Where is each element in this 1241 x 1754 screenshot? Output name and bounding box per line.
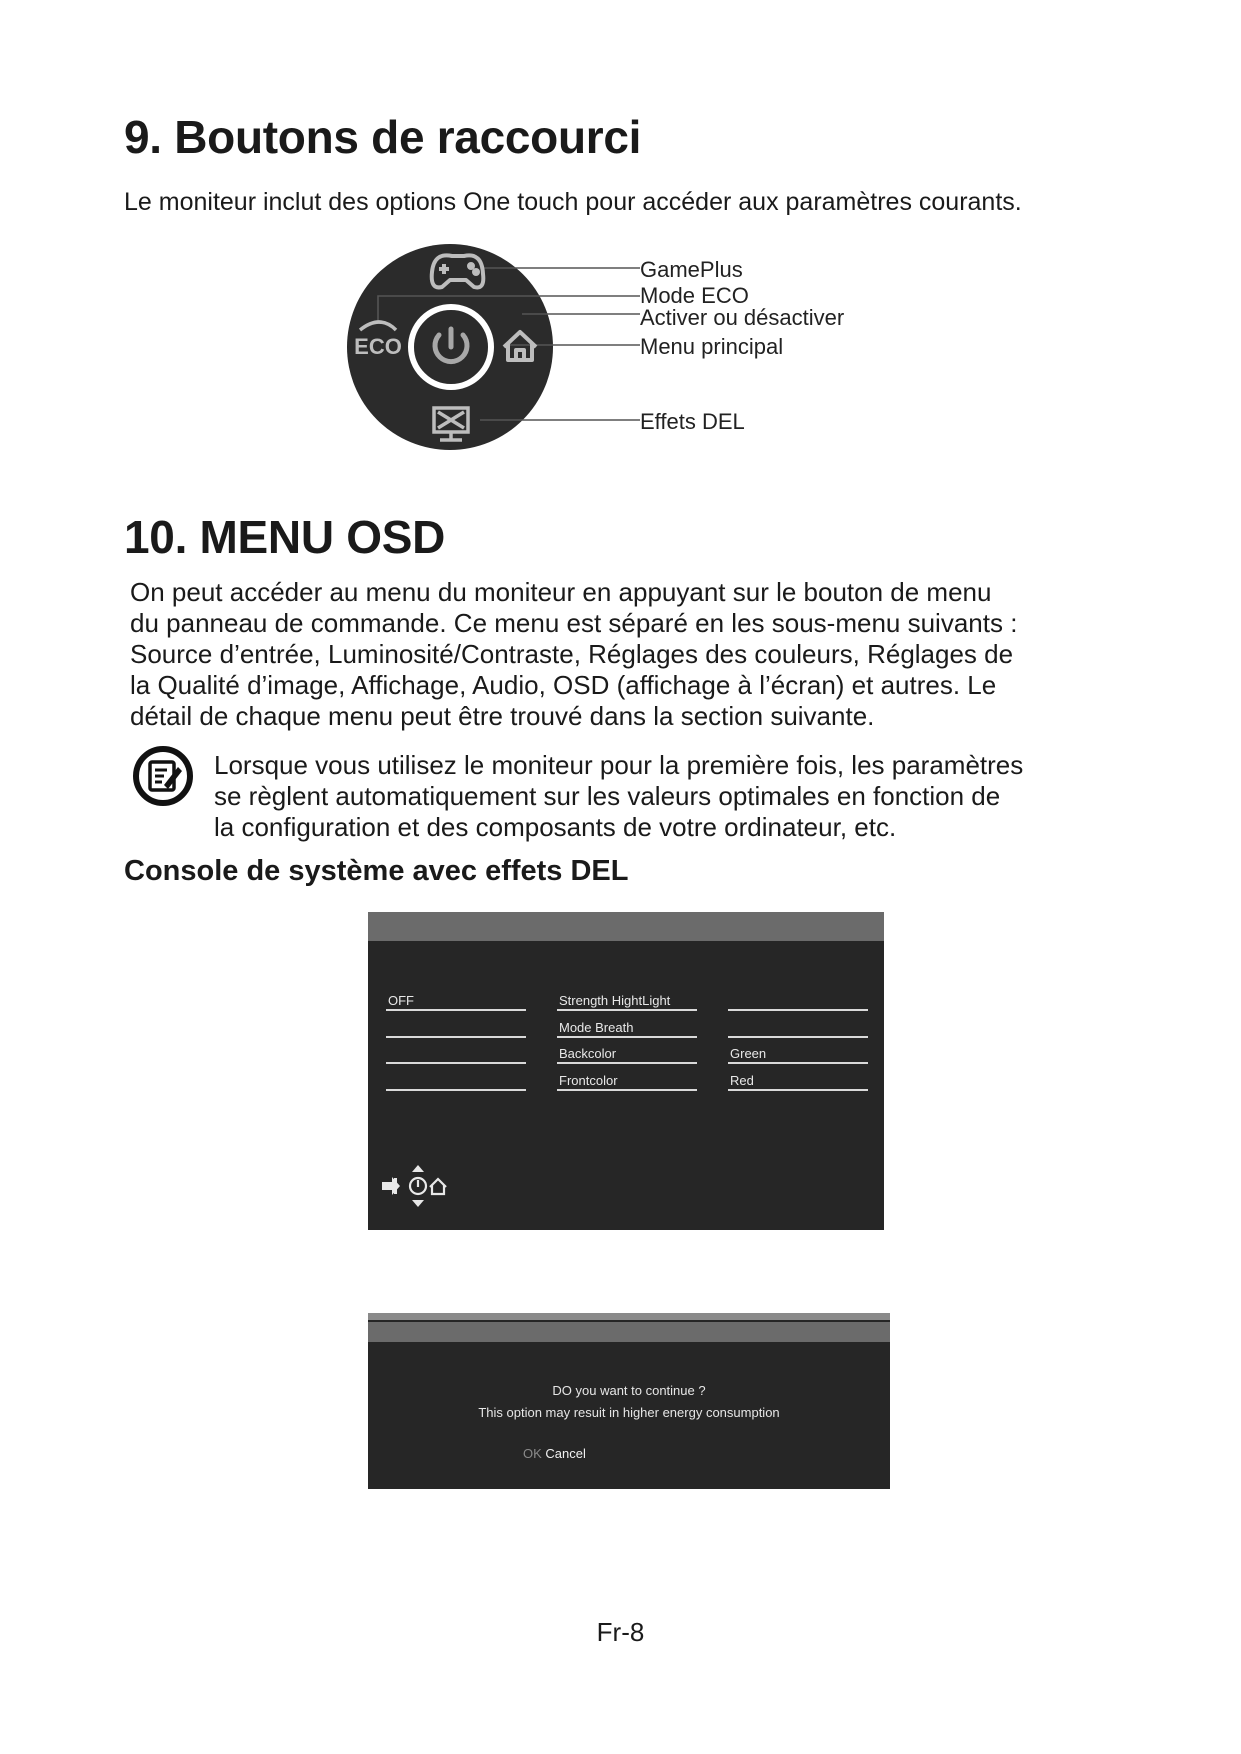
callout-power: Activer ou désactiver <box>640 305 845 330</box>
osd-menu-screen <box>368 912 884 1230</box>
dialog-header-bar <box>368 1322 890 1342</box>
down-arrow-icon[interactable] <box>412 1200 424 1207</box>
paragraph-line: du panneau de commande. Ce menu est séparé en les sous-menu suivants : <box>130 608 1018 638</box>
note-text <box>214 750 1134 843</box>
section-10-paragraph <box>130 577 1130 732</box>
note-icon <box>132 745 194 807</box>
ok-button[interactable]: OK <box>523 1446 542 1461</box>
paragraph-line: Source d’entrée, Luminosité/Contraste, Réglages des couleurs, Réglages de <box>130 639 1014 669</box>
cancel-button[interactable]: Cancel <box>545 1446 586 1461</box>
osd-col1-row[interactable] <box>386 1040 526 1064</box>
up-arrow-icon[interactable] <box>412 1165 424 1172</box>
paragraph-line: détail de chaque menu peut être trouvé dans la section suivante. <box>130 701 875 731</box>
osd-col2-strength-highlight[interactable]: Strength HightLight <box>557 987 697 1011</box>
home-icon[interactable] <box>430 1179 446 1194</box>
callout-main-menu: Menu principal <box>640 334 784 359</box>
exit-arrow-icon[interactable] <box>382 1177 400 1195</box>
osd-col2-frontcolor[interactable]: Frontcolor <box>557 1067 697 1091</box>
section-9-title: 9. Boutons de raccourci <box>124 111 642 163</box>
osd-col1-row[interactable] <box>386 1067 526 1091</box>
page-number: Fr-8 <box>596 1617 645 1647</box>
section-10-title: 10. MENU OSD <box>124 511 446 563</box>
osd-col3-red[interactable]: Red <box>728 1067 868 1091</box>
osd-confirm-dialog <box>368 1313 890 1489</box>
callout-gameplus: GamePlus <box>640 257 743 282</box>
osd-col3-row[interactable] <box>728 1014 868 1038</box>
osd-header-bar <box>368 912 884 941</box>
dialog-message: This option may resuit in higher energy consumption <box>478 1405 780 1420</box>
dialog-question: DO you want to continue ? <box>552 1383 706 1398</box>
osd-col2-mode-breath[interactable]: Mode Breath <box>557 1014 697 1038</box>
svg-text:ECO: ECO <box>354 334 402 359</box>
paragraph-line: la Qualité d’image, Affichage, Audio, OSD (affichage à l’écran) et autres. Le <box>130 670 997 700</box>
osd-col1-row[interactable] <box>386 1014 526 1038</box>
console-subtitle: Console de système avec effets DEL <box>124 855 629 887</box>
section-9-intro: Le moniteur inclut des options One touch pour accéder aux paramètres courants. <box>124 188 1022 216</box>
note-line: se règlent automatiquement sur les valeurs optimales en fonction de <box>214 781 1001 811</box>
note-line: Lorsque vous utilisez le moniteur pour la première fois, les paramètres <box>214 750 1024 780</box>
osd-nav-controls <box>378 1162 458 1214</box>
power-icon[interactable] <box>410 1178 426 1194</box>
note-line: la configuration et des composants de votre ordinateur, etc. <box>214 812 897 842</box>
shortcut-buttons-diagram <box>340 232 900 462</box>
osd-col3-row[interactable] <box>728 987 868 1011</box>
osd-col1-row[interactable]: OFF <box>386 987 526 1011</box>
dialog-top-stripe <box>368 1313 890 1320</box>
callout-mode-eco: Mode ECO <box>640 283 749 308</box>
osd-col3-green[interactable]: Green <box>728 1040 868 1064</box>
paragraph-line: On peut accéder au menu du moniteur en appuyant sur le bouton de menu <box>130 577 992 607</box>
osd-col2-backcolor[interactable]: Backcolor <box>557 1040 697 1064</box>
dialog-buttons <box>523 1446 586 1461</box>
callout-led-effects: Effets DEL <box>640 409 745 434</box>
